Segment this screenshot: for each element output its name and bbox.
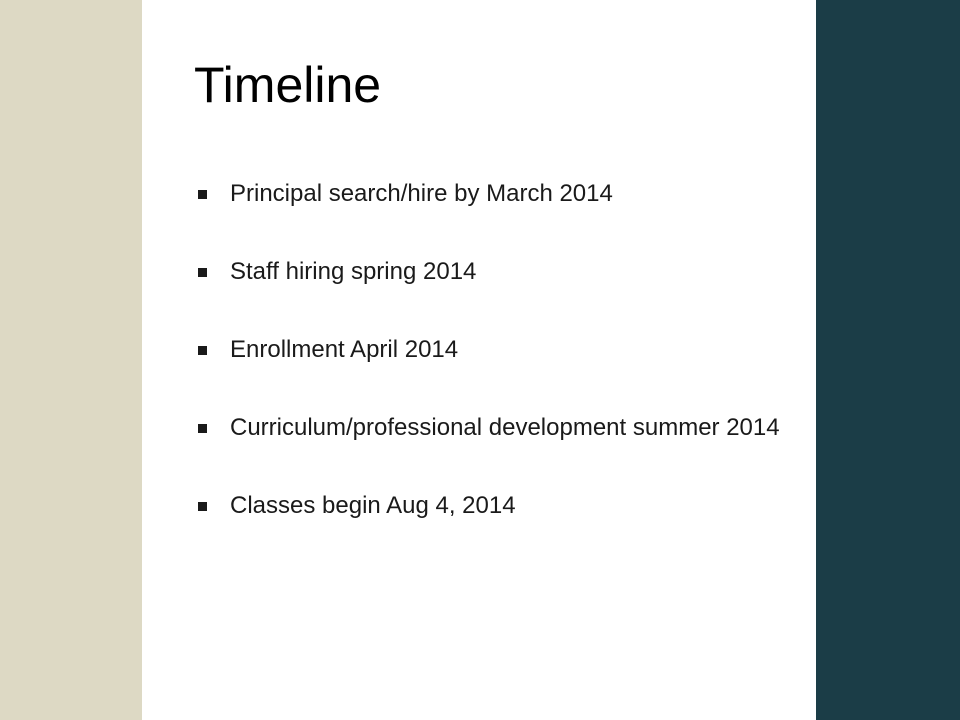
- square-bullet-icon: [198, 190, 207, 199]
- bullet-list: [196, 177, 796, 567]
- square-bullet-icon: [198, 346, 207, 355]
- bullet-item: [196, 333, 796, 367]
- right-decorative-band: [816, 0, 960, 720]
- square-bullet-icon: [198, 424, 207, 433]
- bullet-item: [196, 255, 796, 289]
- bullet-item: [196, 411, 796, 445]
- bullet-item: [196, 177, 796, 211]
- bullet-text: Staff hiring spring 2014: [230, 258, 477, 285]
- left-decorative-band: [0, 0, 142, 720]
- slide-title: Timeline: [194, 57, 382, 113]
- bullet-text: Curriculum/professional development summer 2014: [230, 414, 780, 441]
- square-bullet-icon: [198, 268, 207, 277]
- bullet-text: Principal search/hire by March 2014: [230, 180, 613, 207]
- bullet-item: [196, 489, 796, 523]
- bullet-text: Enrollment April 2014: [230, 336, 459, 363]
- square-bullet-icon: [198, 502, 207, 511]
- bullet-text: Classes begin Aug 4, 2014: [230, 492, 516, 519]
